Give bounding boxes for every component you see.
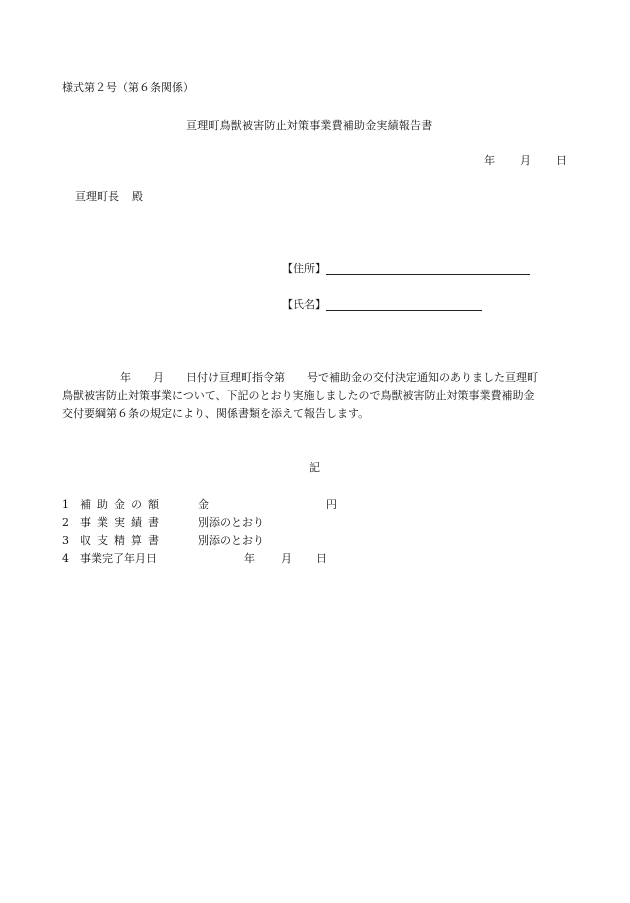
item-value: 別添のとおり xyxy=(198,516,264,529)
item-number: 4 xyxy=(62,552,69,565)
ki-heading: 記 xyxy=(309,461,320,474)
body-line-1: 年 月 日付け亘理町指令第 号で補助金の交付決定通知のありました亘理町 xyxy=(120,371,538,384)
item-number: 1 xyxy=(62,498,69,511)
name-label: 【氏名】 xyxy=(282,298,326,311)
body-line-2: 鳥獣被害防止対策事業について、下記のとおり実施しましたので鳥獣被害防止対策事業費補助金 xyxy=(62,389,535,402)
address-label: 【住所】 xyxy=(282,262,326,275)
item-number: 3 xyxy=(62,534,69,547)
completion-day: 日 xyxy=(316,552,327,565)
item-value: 金 xyxy=(198,498,209,511)
date-month: 月 xyxy=(520,154,531,167)
completion-year: 年 xyxy=(244,552,255,565)
address-field[interactable] xyxy=(326,274,530,275)
item-value: 別添のとおり xyxy=(198,534,264,547)
body-line-3: 交付要綱第６条の規定により、関係書類を添えて報告します。 xyxy=(62,407,370,420)
document-title: 亘理町鳥獣被害防止対策事業費補助金実績報告書 xyxy=(186,119,433,132)
date-year: 年 xyxy=(484,154,495,167)
item-label: 事業完了年月日 xyxy=(80,552,157,565)
addressee-name: 亘理町長 xyxy=(75,190,119,203)
addressee-honorific: 殿 xyxy=(132,190,143,203)
item-suffix: 円 xyxy=(326,498,337,511)
item-label: 補助金の額 xyxy=(80,498,165,511)
form-label: 様式第２号（第６条関係） xyxy=(62,81,194,94)
completion-month: 月 xyxy=(281,552,292,565)
item-label: 事業実績書 xyxy=(80,516,165,529)
name-field[interactable] xyxy=(326,310,482,311)
date-day: 日 xyxy=(556,154,567,167)
item-label: 収支精算書 xyxy=(80,534,165,547)
item-number: 2 xyxy=(62,516,69,529)
